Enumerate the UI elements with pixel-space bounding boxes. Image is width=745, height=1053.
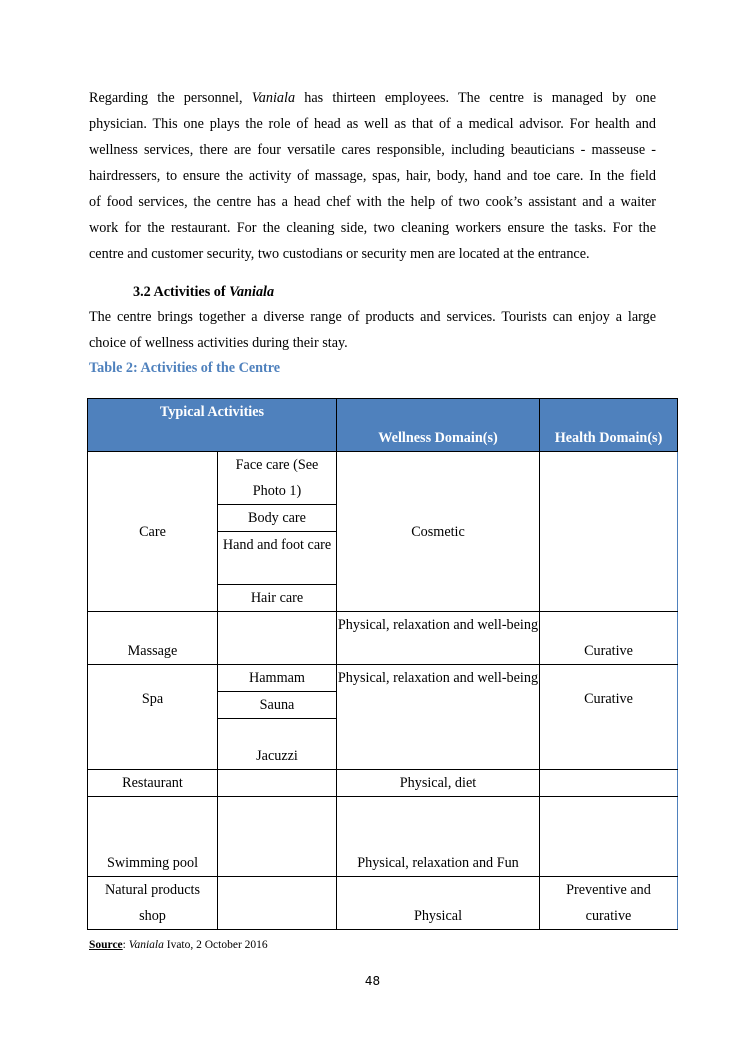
- sub-activity: [218, 797, 337, 877]
- sub-activity: Hand and foot care: [218, 532, 337, 585]
- activity-care: Care: [88, 452, 218, 612]
- header-typical-activities: Typical Activities: [88, 399, 337, 452]
- health-spa: Curative: [540, 665, 678, 770]
- wellness-care: Cosmetic: [337, 452, 540, 612]
- activity-restaurant: Restaurant: [88, 770, 218, 797]
- activity-natural-products-shop: Natural products shop: [88, 877, 218, 930]
- paragraph-line: of food services, the centre has a head chef with the help of two cook’s assistant and a waiter: [89, 194, 656, 210]
- wellness-restaurant: Physical, diet: [337, 770, 540, 797]
- sub-activity: Jacuzzi: [218, 719, 337, 770]
- intro-line: The centre brings together a diverse range of products and services. Tourists can enjoy a large: [89, 309, 656, 325]
- health-massage: Curative: [540, 612, 678, 665]
- activities-table: [87, 398, 678, 930]
- wellness-shop: Physical: [337, 877, 540, 930]
- sub-activity: Body care: [218, 505, 337, 532]
- paragraph-line: Regarding the personnel, Vaniala has thirteen employees. The centre is managed by one: [89, 90, 656, 106]
- table-source: Source: Vaniala Ivato, 2 October 2016: [89, 939, 268, 951]
- paragraph-line: hairdressers, to ensure the activity of massage, spas, hair, body, hand and toe care. In the field: [89, 168, 656, 184]
- wellness-pool: Physical, relaxation and Fun: [337, 797, 540, 877]
- activity-massage: Massage: [88, 612, 218, 665]
- paragraph-line: work for the restaurant. For the cleaning side, two cleaning workers ensure the tasks. For the: [89, 220, 656, 236]
- section-heading: 3.2 Activities of Vaniala: [133, 284, 275, 300]
- health-shop: Preventive and curative: [540, 877, 678, 930]
- activity-spa: Spa: [88, 665, 218, 770]
- activity-swimming-pool: Swimming pool: [88, 797, 218, 877]
- sub-activity: [218, 612, 337, 665]
- sub-activity: Face care (See Photo 1): [218, 452, 337, 505]
- paragraph-line: physician. This one plays the role of head as well as that of a medical advisor. For health and: [89, 116, 656, 132]
- sub-activity: Hammam: [218, 665, 337, 692]
- intro-paragraph: [89, 304, 656, 356]
- health-restaurant: [540, 770, 678, 797]
- personnel-paragraph: [89, 85, 656, 267]
- header-health-domain: Health Domain(s): [540, 399, 678, 452]
- paragraph-line: wellness services, there are four versatile cares responsible, including beauticians - masseuse -: [89, 142, 656, 158]
- health-pool: [540, 797, 678, 877]
- table-caption: Table 2: Activities of the Centre: [89, 360, 281, 376]
- intro-line: choice of wellness activities during their stay.: [89, 335, 348, 351]
- health-care: [540, 452, 678, 612]
- sub-activity: [218, 770, 337, 797]
- sub-activity: [218, 877, 337, 930]
- wellness-spa: Physical, relaxation and well-being: [337, 665, 540, 770]
- sub-activity: Sauna: [218, 692, 337, 719]
- sub-activity: Hair care: [218, 585, 337, 612]
- header-wellness-domain: Wellness Domain(s): [337, 399, 540, 452]
- page-number: 48: [364, 974, 381, 988]
- paragraph-line: centre and customer security, two custodians or security men are located at the entrance.: [89, 246, 590, 262]
- wellness-massage: Physical, relaxation and well-being: [337, 612, 540, 665]
